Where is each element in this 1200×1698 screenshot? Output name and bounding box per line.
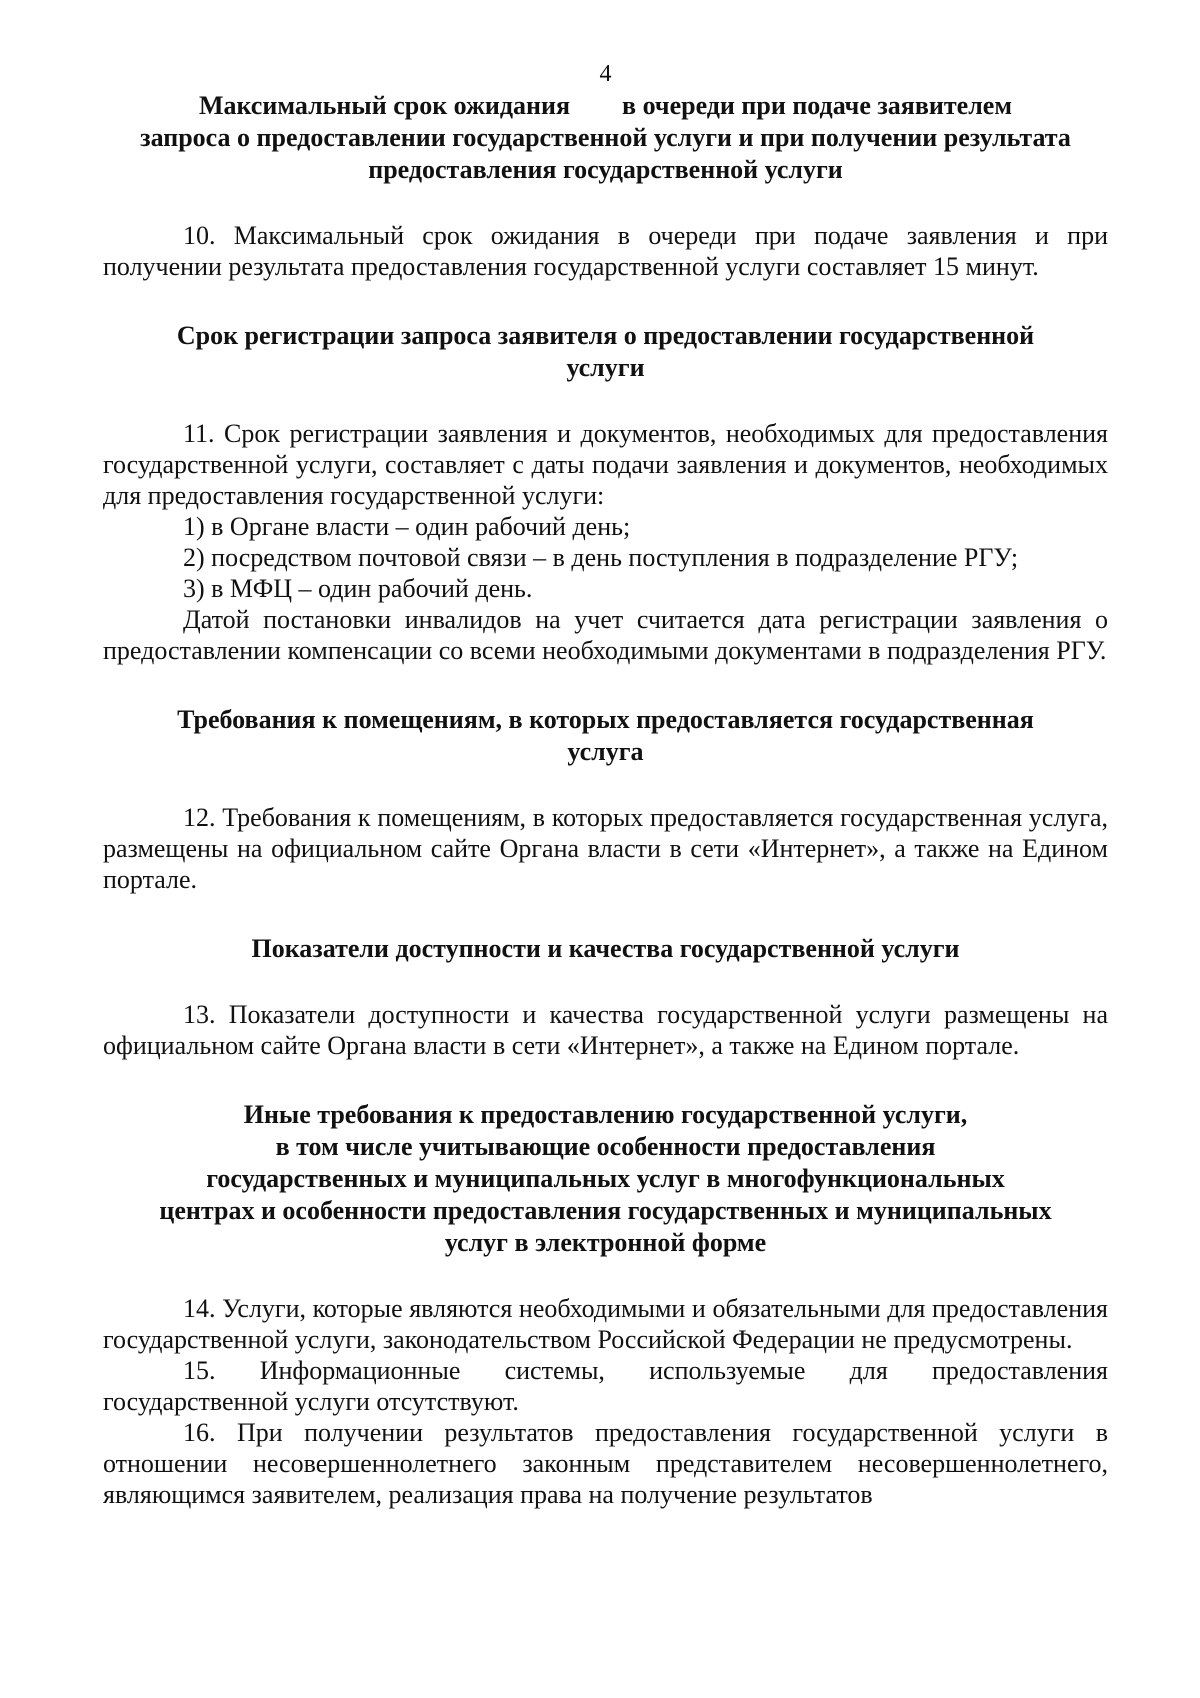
heading-line: Иные требования к предоставлению государственной услуги,: [243, 1100, 968, 1129]
section-heading-other-requirements: [103, 1099, 1108, 1259]
list-item-3: 3) в МФЦ – один рабочий день.: [183, 574, 533, 603]
paragraph-14: 14. Услуги, которые являются необходимыми и обязательными для предоставления государственной услуги, законодательством Российской Федерации не предусмотрены.: [103, 1294, 1108, 1354]
heading-line: предоставления государственной услуги: [368, 155, 843, 184]
heading-line: центрах и особенности предоставления государственных и муниципальных: [159, 1196, 1052, 1225]
heading-line: запроса о предоставлении государственной услуги и при получении результата: [140, 123, 1071, 152]
paragraph-12: 12. Требования к помещениям, в которых предоставляется государственная услуга, размещены на официальном сайте Органа власти в сети «Интернет», а также на Едином портале.: [103, 803, 1108, 894]
section-heading-premises: [103, 704, 1108, 768]
paragraph-16: 16. При получении результатов предоставления государственной услуги в отношении несовершеннолетнего законным представителем несовершеннолетнего, являющимся заявителем, реализация права на получение результатов: [103, 1418, 1108, 1509]
heading-line: Срок регистрации запроса заявителя о предоставлении государственной: [176, 321, 1035, 350]
section-heading-waiting-time: [103, 90, 1108, 186]
heading-line: услуги: [566, 353, 645, 382]
document-page: [103, 60, 1108, 1510]
paragraph-11: 11. Срок регистрации заявления и документов, необходимых для предоставления государственной услуги, составляет с даты подачи заявления и документов, необходимых для предоставления государственной услуги:: [103, 419, 1108, 510]
paragraph-15: 15. Информационные системы, используемые для предоставления государственной услуги отсутствуют.: [103, 1356, 1108, 1416]
list-item-1: 1) в Органе власти – один рабочий день;: [183, 512, 631, 541]
list-item-2: 2) посредством почтовой связи – в день поступления в подразделение РГУ;: [183, 543, 1019, 572]
heading-line: в том числе учитывающие особенности предоставления: [275, 1132, 936, 1161]
paragraph-13: 13. Показатели доступности и качества государственной услуги размещены на официальном сайте Органа власти в сети «Интернет», а также на Едином портале.: [103, 1000, 1108, 1060]
heading-line: услуга: [567, 737, 644, 766]
section-heading-registration: [103, 320, 1108, 384]
paragraph-registration-date: Датой постановки инвалидов на учет считается дата регистрации заявления о предоставлении компенсации со всеми необходимыми документами в подразделения РГУ.: [103, 605, 1108, 665]
heading-line: Требования к помещениям, в которых предоставляется государственная: [177, 705, 1034, 734]
page-number: 4: [599, 61, 612, 87]
paragraph-10: 10. Максимальный срок ожидания в очереди при подаче заявления и при получении результата предоставления государственной услуги составляет 15 минут.: [103, 221, 1108, 281]
heading-line: Максимальный срок ожидания в очереди при подаче заявителем: [198, 91, 1013, 120]
heading-line: Показатели доступности и качества государственной услуги: [251, 934, 960, 963]
heading-line: услуг в электронной форме: [444, 1228, 767, 1257]
heading-line: государственных и муниципальных услуг в многофункциональных: [206, 1164, 1005, 1193]
section-heading-accessibility: [103, 933, 1108, 965]
